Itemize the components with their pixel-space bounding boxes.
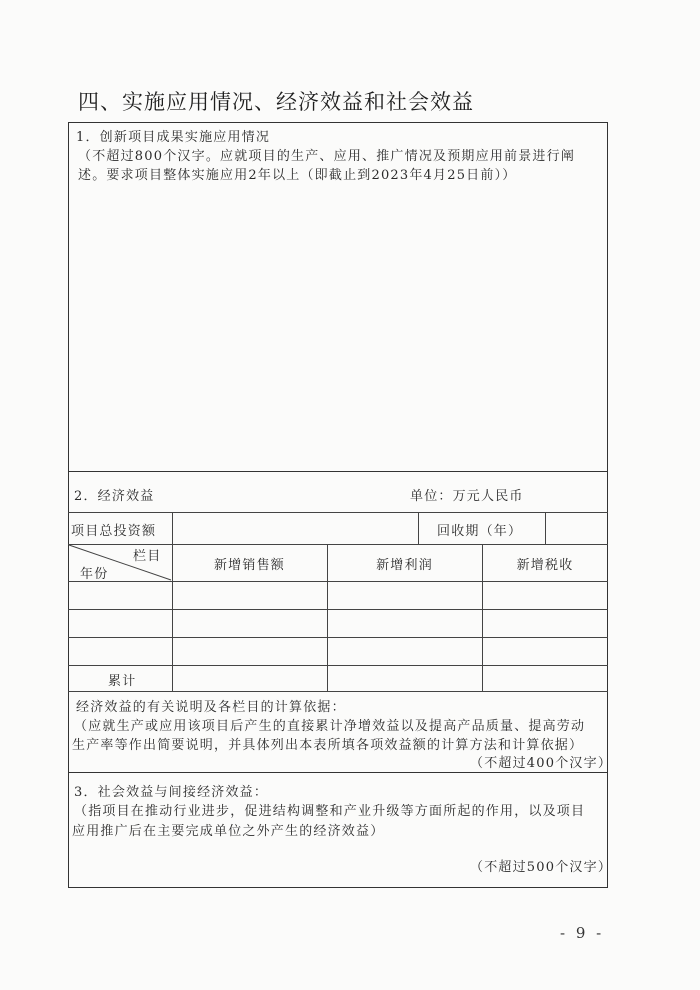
col-line-payback-left bbox=[418, 512, 419, 544]
row-line-cumulative-bottom bbox=[68, 691, 608, 692]
payback-period-value[interactable] bbox=[548, 514, 606, 542]
header-column-label: 栏目 bbox=[133, 549, 162, 564]
row-line-3 bbox=[68, 665, 608, 666]
row-line-investment-top bbox=[68, 512, 608, 513]
section3-note-line1: （指项目在推动行业进步，促进结构调整和产业升级等方面所起的作用，以及项目 bbox=[74, 804, 586, 819]
section1-note-line1: （不超过800个汉字。应就项目的生产、应用、推广情况及预期应用前景进行阐 bbox=[78, 149, 576, 164]
explanation-limit: （不超过400个汉字） bbox=[470, 756, 613, 771]
payback-period-label: 回收期（年） bbox=[437, 524, 523, 539]
total-investment-value[interactable] bbox=[175, 514, 415, 542]
section1-answer-area[interactable] bbox=[72, 186, 602, 466]
section3-limit: （不超过500个汉字） bbox=[470, 860, 613, 875]
section1-title: 1．创新项目成果实施应用情况 bbox=[76, 130, 271, 145]
explanation-title: 经济效益的有关说明及各栏目的计算依据： bbox=[76, 700, 346, 715]
col-line-1 bbox=[172, 512, 173, 691]
column-header-sales: 新增销售额 bbox=[213, 558, 285, 573]
page-number: - 9 - bbox=[560, 924, 605, 942]
divider-section3 bbox=[68, 772, 608, 773]
column-header-profit: 新增利润 bbox=[376, 558, 433, 573]
divider-section2 bbox=[68, 471, 608, 472]
unit-label: 单位：万元人民币 bbox=[410, 489, 524, 504]
explanation-line2: 生产率等作出简要说明，并具体列出本表所填各项效益额的计算方法和计算依据） bbox=[72, 738, 584, 753]
section1-note-line2: 述。要求项目整体实施应用2年以上（即截止到2023年4月25日前）） bbox=[78, 168, 517, 183]
section3-note-line2: 应用推广后在主要完成单位之外产生的经济效益） bbox=[72, 824, 385, 839]
page-heading: 四、实施应用情况、经济效益和社会效益 bbox=[78, 90, 474, 114]
total-investment-label: 项目总投资额 bbox=[71, 524, 157, 539]
column-header-tax: 新增税收 bbox=[516, 558, 574, 573]
section2-title: 2．经济效益 bbox=[74, 489, 155, 504]
header-year-label: 年份 bbox=[80, 567, 109, 582]
row-line-1 bbox=[68, 609, 608, 610]
row-line-header-bottom bbox=[68, 581, 608, 582]
col-line-payback-right bbox=[545, 512, 546, 544]
explanation-line1: （应就生产或应用该项目后产生的直接累计净增效益以及提高产品质量、提高劳动 bbox=[74, 719, 586, 734]
section3-title: 3．社会效益与间接经济效益： bbox=[74, 785, 269, 800]
row-line-2 bbox=[68, 637, 608, 638]
cumulative-label: 累计 bbox=[108, 674, 137, 689]
